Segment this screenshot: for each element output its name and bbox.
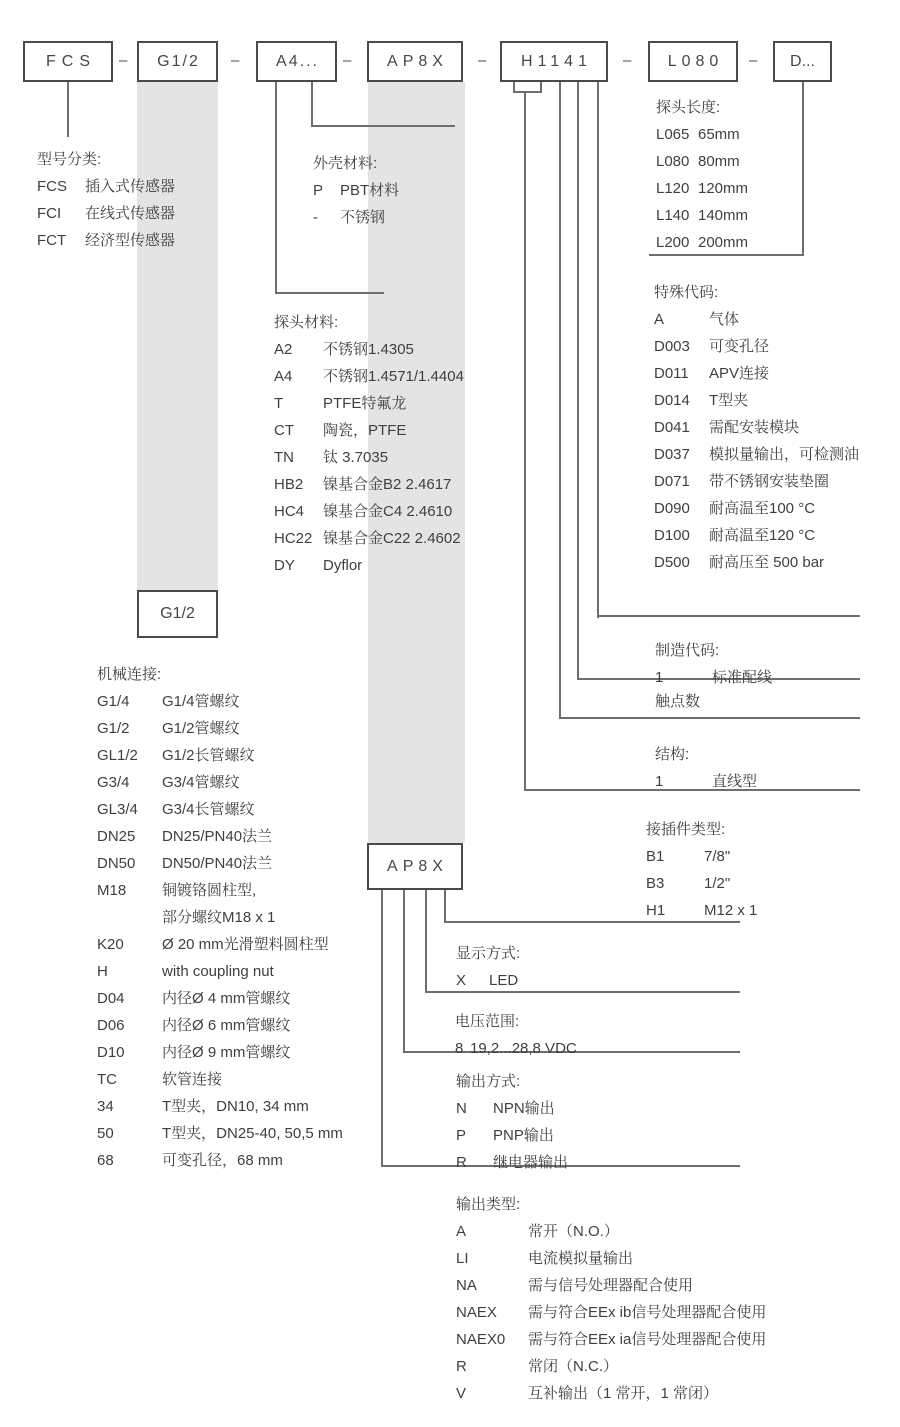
item-desc: 镍基合金B2 2.4617 xyxy=(323,476,452,493)
list-item xyxy=(97,823,343,850)
connector-line xyxy=(67,82,69,137)
connector-line xyxy=(275,292,384,294)
item-code: G1/2 xyxy=(97,720,130,737)
item-desc: 80mm xyxy=(698,153,740,170)
item-code: K20 xyxy=(97,936,124,953)
item-code: TN xyxy=(274,449,294,466)
item-desc: 互补输出（1 常开，1 常闭） xyxy=(528,1385,719,1402)
separator-dash: – xyxy=(119,52,128,69)
item-desc: 铜镀铬圆柱型, xyxy=(162,882,257,899)
list-item xyxy=(646,897,757,924)
section-title: 结构: xyxy=(655,746,690,763)
item-desc: 常闭（N.C.） xyxy=(528,1358,619,1375)
item-code: DY xyxy=(274,557,295,574)
list-item xyxy=(97,1012,343,1039)
list-item xyxy=(97,769,343,796)
list-item xyxy=(274,498,464,525)
list-item xyxy=(654,522,859,549)
separator-dash: – xyxy=(623,52,632,69)
item-code: - xyxy=(313,209,318,226)
section-items xyxy=(455,1035,577,1062)
list-item xyxy=(656,229,748,256)
item-code: D090 xyxy=(654,500,690,517)
item-code: V xyxy=(456,1385,467,1402)
list-item xyxy=(654,495,859,522)
section-items xyxy=(655,768,757,795)
item-code: CT xyxy=(274,422,294,439)
item-desc: T型夹 xyxy=(709,392,749,409)
section-title: 制造代码: xyxy=(655,642,720,659)
list-item xyxy=(646,870,757,897)
item-code: N xyxy=(456,1100,467,1117)
list-item xyxy=(456,1380,766,1407)
item-code: D071 xyxy=(654,473,690,490)
item-code: NA xyxy=(456,1277,477,1294)
item-code: A4 xyxy=(274,368,293,385)
item-code: D037 xyxy=(654,446,690,463)
item-code: D003 xyxy=(654,338,690,355)
connector-line xyxy=(311,82,313,127)
list-item xyxy=(274,552,464,579)
list-item xyxy=(456,967,520,994)
list-item xyxy=(37,227,175,254)
list-item xyxy=(97,958,343,985)
item-code: NAEX xyxy=(456,1304,497,1321)
list-item xyxy=(656,148,748,175)
item-desc: 需与符合EEx ib信号处理器配合使用 xyxy=(528,1304,767,1321)
connector-line xyxy=(802,82,804,256)
item-desc: 不锈钢1.4571/1.4404 xyxy=(323,368,464,385)
section-housing-material xyxy=(313,150,399,231)
item-desc: 需配安装模块 xyxy=(709,419,800,436)
item-code: TC xyxy=(97,1071,117,1088)
item-code: L140 xyxy=(656,207,690,224)
item-code: L200 xyxy=(656,234,690,251)
item-desc: 可变孔径，68 mm xyxy=(162,1152,283,1169)
item-code: HB2 xyxy=(274,476,304,493)
item-code: R xyxy=(456,1154,467,1171)
section-title: 显示方式: xyxy=(456,945,521,962)
list-item xyxy=(97,1066,343,1093)
item-code: D011 xyxy=(654,365,689,382)
item-desc: 插入式传感器 xyxy=(85,178,176,195)
section-items xyxy=(97,688,343,1174)
list-item xyxy=(97,877,343,904)
item-desc: G3/4长管螺纹 xyxy=(162,801,255,818)
list-item xyxy=(654,387,859,414)
item-code: M18 xyxy=(97,882,127,899)
mid-box-g12: G1/2 xyxy=(137,590,218,638)
item-code: A2 xyxy=(274,341,293,358)
item-code: L120 xyxy=(656,180,690,197)
section-output-type xyxy=(456,1191,766,1407)
list-item xyxy=(654,441,859,468)
item-code: 68 xyxy=(97,1152,114,1169)
section-title: 探头长度: xyxy=(656,99,721,116)
section-title: 型号分类: xyxy=(37,151,102,168)
section-special-codes xyxy=(654,279,859,576)
section-items xyxy=(656,121,748,256)
code-box-g12: G1/2 xyxy=(137,41,218,82)
item-desc: G1/2管螺纹 xyxy=(162,720,240,737)
list-item xyxy=(456,1326,766,1353)
item-code: G3/4 xyxy=(97,774,130,791)
section-probe-length xyxy=(656,94,748,256)
item-desc: Ø 20 mm光滑塑料圆柱型 xyxy=(162,936,329,953)
item-desc: 标准配线 xyxy=(712,669,773,686)
list-item xyxy=(456,1245,766,1272)
list-item xyxy=(97,931,343,958)
item-code: B3 xyxy=(646,875,665,892)
item-code: 1 xyxy=(655,773,664,790)
list-item xyxy=(37,173,175,200)
section-manufacturing-code xyxy=(655,637,772,691)
list-item xyxy=(97,1039,343,1066)
list-item xyxy=(313,177,399,204)
item-code: D10 xyxy=(97,1044,125,1061)
item-code: NAEX0 xyxy=(456,1331,506,1348)
list-item xyxy=(456,1299,766,1326)
item-desc: 直线型 xyxy=(712,773,758,790)
section-title: 外壳材料: xyxy=(313,155,378,172)
item-code: P xyxy=(313,182,324,199)
list-item xyxy=(654,360,859,387)
item-desc: 不锈钢1.4305 xyxy=(323,341,414,358)
item-code: R xyxy=(456,1358,467,1375)
item-code: D100 xyxy=(654,527,690,544)
connector-line xyxy=(524,91,526,791)
item-code: 50 xyxy=(97,1125,114,1142)
item-desc: 19,2...28,8 VDC xyxy=(470,1040,577,1057)
item-desc: G1/2长管螺纹 xyxy=(162,747,255,764)
item-desc: T型夹，DN10, 34 mm xyxy=(162,1098,309,1115)
list-item xyxy=(274,471,464,498)
section-title: 特殊代码: xyxy=(654,284,719,301)
item-code: D04 xyxy=(97,990,125,1007)
list-item xyxy=(455,1035,577,1062)
item-desc: 部分螺纹M18 x 1 xyxy=(162,909,276,926)
connector-line xyxy=(275,82,277,294)
list-item xyxy=(274,363,464,390)
section-items xyxy=(37,173,175,254)
section-title: 电压范围: xyxy=(455,1013,520,1030)
item-code: FCI xyxy=(37,205,62,222)
item-desc: 软管连接 xyxy=(162,1071,223,1088)
item-desc: T型夹，DN25-40, 50,5 mm xyxy=(162,1125,343,1142)
item-desc: APV连接 xyxy=(709,365,770,382)
list-item xyxy=(97,1093,343,1120)
list-item xyxy=(655,768,757,795)
item-desc: 钛 3.7035 xyxy=(323,449,389,466)
item-code: GL1/2 xyxy=(97,747,138,764)
item-code: H xyxy=(97,963,108,980)
section-mechanical-connection xyxy=(97,661,343,1174)
item-desc: 继电器输出 xyxy=(493,1154,569,1171)
list-item xyxy=(274,444,464,471)
section-title: 触点数 xyxy=(655,693,701,710)
section-items xyxy=(655,664,772,691)
connector-line xyxy=(559,82,561,719)
item-desc: 耐高温至100 °C xyxy=(709,500,816,517)
list-item xyxy=(654,333,859,360)
item-code: D014 xyxy=(654,392,690,409)
list-item xyxy=(654,468,859,495)
code-box-a4: A4... xyxy=(256,41,337,82)
item-code: GL3/4 xyxy=(97,801,138,818)
section-title: 接插件类型: xyxy=(646,821,726,838)
list-item xyxy=(274,336,464,363)
item-code: L080 xyxy=(656,153,690,170)
item-desc: 内径Ø 4 mm管螺纹 xyxy=(162,990,291,1007)
section-model-class xyxy=(37,146,175,254)
connector-line xyxy=(444,890,446,923)
item-desc: 模拟量输出，可检测油 xyxy=(709,446,860,463)
item-desc: 内径Ø 9 mm管螺纹 xyxy=(162,1044,291,1061)
item-code: DN50 xyxy=(97,855,136,872)
connector-line xyxy=(597,615,860,617)
item-desc: PBT材料 xyxy=(340,182,400,199)
separator-dash: – xyxy=(343,52,352,69)
list-item xyxy=(97,796,343,823)
list-item xyxy=(37,200,175,227)
item-desc: 140mm xyxy=(698,207,749,224)
list-item xyxy=(646,843,757,870)
item-desc: 需与符合EEx ia信号处理器配合使用 xyxy=(528,1331,767,1348)
item-desc: NPN输出 xyxy=(493,1100,555,1117)
item-code: H1 xyxy=(646,902,666,919)
list-item xyxy=(656,121,748,148)
section-display-mode xyxy=(456,940,520,994)
item-desc: 耐高压至 500 bar xyxy=(709,554,825,571)
separator-dash: – xyxy=(231,52,240,69)
item-desc: G3/4管螺纹 xyxy=(162,774,240,791)
item-code: 1 xyxy=(655,669,664,686)
item-code xyxy=(97,904,162,931)
item-code: G1/4 xyxy=(97,693,130,710)
item-desc: DN50/PN40法兰 xyxy=(162,855,273,872)
list-item xyxy=(456,1149,568,1176)
section-title: 输出方式: xyxy=(456,1073,521,1090)
section-probe-material xyxy=(274,309,464,579)
list-item xyxy=(274,390,464,417)
item-code: FCS xyxy=(37,178,67,195)
item-code: 8 xyxy=(455,1040,464,1057)
item-desc: 7/8" xyxy=(704,848,731,865)
section-connector-type xyxy=(646,816,757,924)
item-desc: 在线式传感器 xyxy=(85,205,176,222)
code-box-d: D... xyxy=(773,41,832,82)
list-item xyxy=(654,306,859,333)
list-item xyxy=(456,1095,568,1122)
section-title: 机械连接: xyxy=(97,666,162,683)
section-items xyxy=(654,306,859,576)
item-desc: DN25/PN40法兰 xyxy=(162,828,273,845)
mid-box-ap8x: AP8X xyxy=(367,843,463,890)
list-item xyxy=(654,549,859,576)
item-code: LI xyxy=(456,1250,469,1267)
section-structure xyxy=(655,741,757,795)
item-desc: 1/2" xyxy=(704,875,731,892)
item-code: DN25 xyxy=(97,828,136,845)
connector-line xyxy=(559,717,860,719)
item-desc: 可变孔径 xyxy=(709,338,770,355)
item-code: D041 xyxy=(654,419,690,436)
item-code: A xyxy=(654,311,665,328)
code-box-h1141: H1141 xyxy=(500,41,608,82)
item-desc: 内径Ø 6 mm管螺纹 xyxy=(162,1017,291,1034)
list-item xyxy=(274,417,464,444)
list-item xyxy=(456,1218,766,1245)
item-desc: 镍基合金C4 2.4610 xyxy=(323,503,453,520)
list-item xyxy=(456,1122,568,1149)
connector-line xyxy=(597,82,599,618)
section-items xyxy=(313,177,399,231)
list-item xyxy=(97,1120,343,1147)
item-code: 34 xyxy=(97,1098,114,1115)
code-box-l080: L080 xyxy=(648,41,738,82)
item-desc: Dyflor xyxy=(323,557,363,574)
item-desc: 65mm xyxy=(698,126,740,143)
list-item xyxy=(656,202,748,229)
item-desc: 需与信号处理器配合使用 xyxy=(528,1277,694,1294)
item-desc: 陶瓷，PTFE xyxy=(323,422,407,439)
code-box-fcs: FCS xyxy=(23,41,113,82)
separator-dash: – xyxy=(749,52,758,69)
item-desc: PNP输出 xyxy=(493,1127,554,1144)
section-output-mode xyxy=(456,1068,568,1176)
section-title: 输出类型: xyxy=(456,1196,521,1213)
item-desc: 气体 xyxy=(709,311,740,328)
item-desc: PTFE特氟龙 xyxy=(323,395,407,412)
connector-line xyxy=(311,125,455,127)
item-desc: 200mm xyxy=(698,234,749,251)
item-desc: 带不锈钢安装垫圈 xyxy=(709,473,830,490)
code-box-ap8x: AP8X xyxy=(367,41,463,82)
item-code: HC22 xyxy=(274,530,313,547)
list-item xyxy=(97,850,343,877)
item-desc: M12 x 1 xyxy=(704,902,758,919)
item-desc: 不锈钢 xyxy=(340,209,386,226)
item-code: T xyxy=(274,395,284,412)
list-item xyxy=(313,204,399,231)
item-desc: 120mm xyxy=(698,180,749,197)
item-desc: 镍基合金C22 2.4602 xyxy=(323,530,461,547)
separator-dash: – xyxy=(478,52,487,69)
section-items xyxy=(456,1095,568,1176)
item-code: X xyxy=(456,972,467,989)
item-desc: with coupling nut xyxy=(162,963,274,980)
list-item xyxy=(97,904,343,931)
item-code: A xyxy=(456,1223,467,1240)
connector-line xyxy=(381,890,383,1167)
item-desc: 经济型传感器 xyxy=(85,232,176,249)
item-code: B1 xyxy=(646,848,665,865)
section-title: 探头材料: xyxy=(274,314,339,331)
item-desc: G1/4管螺纹 xyxy=(162,693,240,710)
list-item xyxy=(97,715,343,742)
list-item xyxy=(97,742,343,769)
item-desc: LED xyxy=(489,972,519,989)
item-code: HC4 xyxy=(274,503,305,520)
connector-line xyxy=(577,82,579,680)
section-items xyxy=(456,967,520,994)
list-item xyxy=(97,688,343,715)
section-items xyxy=(274,336,464,579)
list-item xyxy=(97,985,343,1012)
item-code: D500 xyxy=(654,554,690,571)
list-item xyxy=(655,664,772,691)
item-code: FCT xyxy=(37,232,67,249)
item-code: D06 xyxy=(97,1017,125,1034)
connector-line xyxy=(425,890,427,993)
list-item xyxy=(456,1353,766,1380)
item-code: L065 xyxy=(656,126,690,143)
section-contact-count xyxy=(655,688,700,715)
list-item xyxy=(97,1147,343,1174)
list-item xyxy=(656,175,748,202)
section-voltage-range xyxy=(455,1008,577,1062)
connector-bracket xyxy=(513,82,542,93)
item-code: P xyxy=(456,1127,467,1144)
list-item xyxy=(654,414,859,441)
list-item xyxy=(274,525,464,552)
section-items xyxy=(646,843,757,924)
item-desc: 电流模拟量输出 xyxy=(528,1250,634,1267)
item-desc: 耐高温至120 °C xyxy=(709,527,816,544)
item-desc: 常开（N.O.） xyxy=(528,1223,619,1240)
connector-line xyxy=(403,890,405,1053)
section-items xyxy=(456,1218,766,1407)
list-item xyxy=(456,1272,766,1299)
